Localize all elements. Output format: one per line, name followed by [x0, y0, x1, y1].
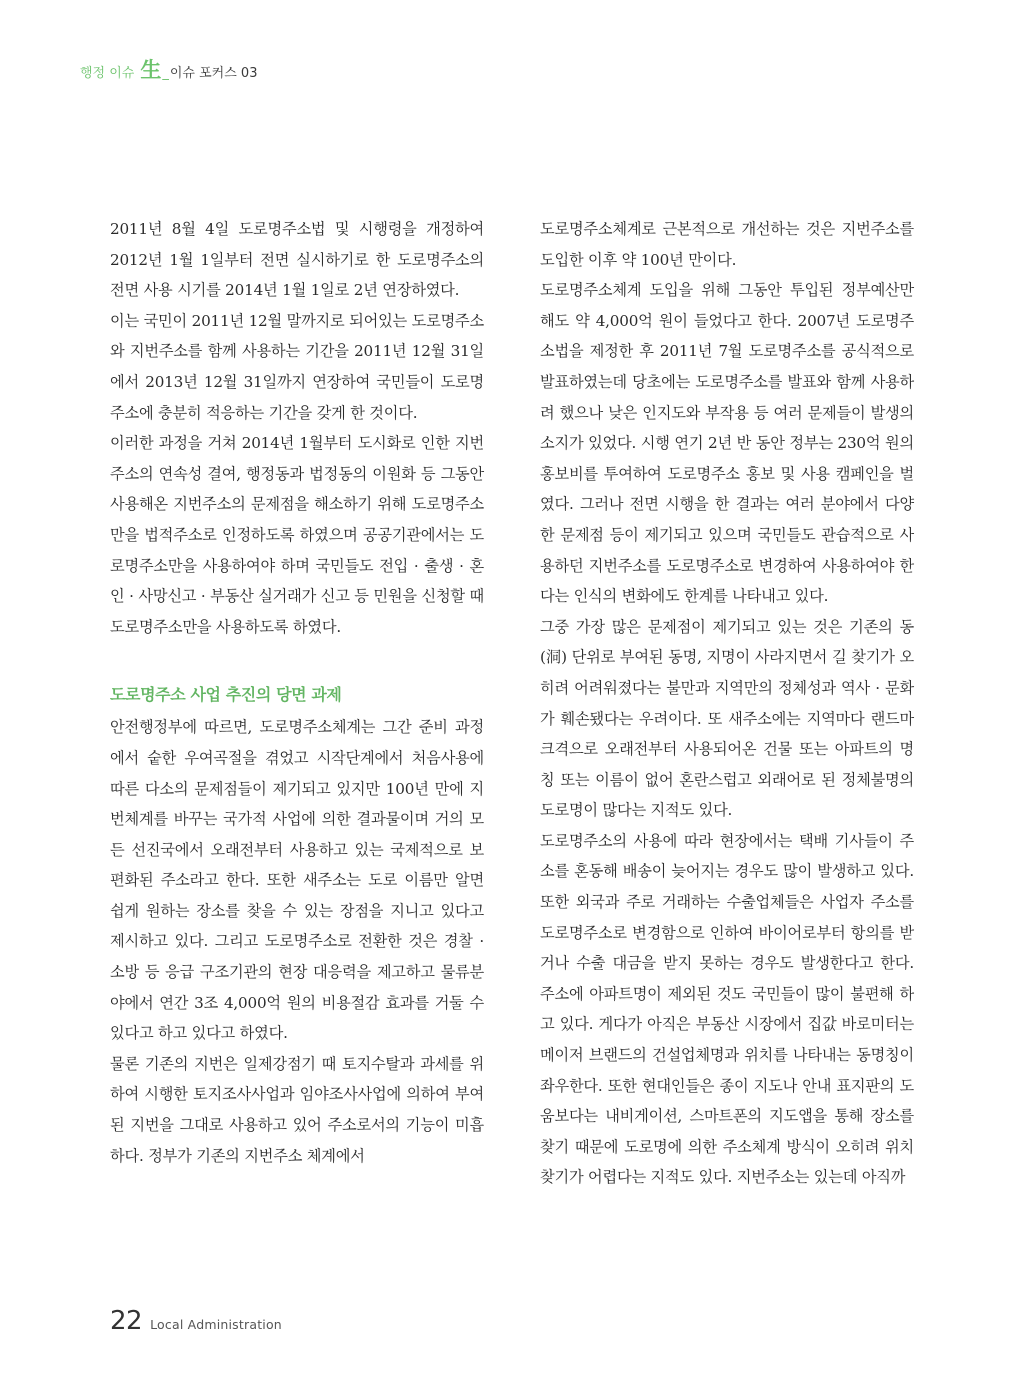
paragraph: 도로명주소체계로 근본적으로 개선하는 것은 지번주소를 도입한 이후 약 100년 만이다.	[540, 220, 914, 269]
page-number: 22	[110, 1306, 143, 1336]
running-header	[80, 54, 257, 82]
header-separator: _	[162, 66, 169, 81]
paragraph: 물론 기존의 지번은 일제강점기 때 토지수탈과 과세를 위하여 시행한 토지조사사업과 임야조사사업에 의하여 부여된 지번을 그대로 사용하고 있어 주소로서의 기능이 미흡하다. 정부가 기존의 지번주소 체계에서	[110, 1054, 484, 1165]
paragraph: 2011년 8월 4일 도로명주소법 및 시행령을 개정하여 2012년 1월 1일부터 전면 실시하기로 한 도로명주소의 전면 사용 시기를 2014년 1월 1일로 2년 연장하였다.	[110, 220, 484, 300]
section-heading: 도로명주소 사업 추진의 당면 과제	[110, 685, 342, 705]
publication-name: Local Administration	[150, 1317, 282, 1332]
header-subsection: 이슈 포커스 03	[169, 66, 258, 81]
header-section: 행정 이슈	[80, 66, 135, 81]
left-column	[110, 214, 484, 1171]
paragraph: 도로명주소의 사용에 따라 현장에서는 택배 기사들이 주소를 혼동해 배송이 늦어지는 경우도 많이 발생하고 있다. 또한 외국과 주로 거래하는 수출업체들은 사업자 주소를 도로명주소로 변경함으로 인하여 바이어로부터 항의를 받거나 수출 대금을 받지 못하는 경우도 발생한다고 한다. 주소에 아파트명이 제외된 것도 국민들이 많이 불편해 하고 있다. 게다가 아직은 부동산 시장에서 집값 바로미터는 메이저 브랜드의 건설업체명과 위치를 나타내는 동명칭이 좌우한다. 또한 현대인들은 종이 지도나 안내 표지판의 도움보다는 내비게이션, 스마트폰의 지도앱을 통해 장소를 찾기 때문에 도로명에 의한 주소체계 방식이 오히려 위치 찾기가 어렵다는 지적도 있다. 지번주소는 있는데 아직까	[540, 831, 914, 1187]
header-sang-character: 生	[140, 58, 162, 82]
page-footer	[110, 1306, 282, 1336]
paragraph: 그중 가장 많은 문제점이 제기되고 있는 것은 기존의 동(洞) 단위로 부여된 동명, 지명이 사라지면서 길 찾기가 오히려 어려워졌다는 불만과 지역만의 정체성과 역사 · 문화가 훼손됐다는 우려이다. 또 새주소에는 지역마다 랜드마크격으로 오래전부터 사용되어온 건물 또는 아파트의 명칭 또는 이름이 없어 혼란스럽고 외래어로 된 정체불명의 도로명이 많다는 지적도 있다.	[540, 617, 914, 820]
paragraph: 안전행정부에 따르면, 도로명주소체계는 그간 준비 과정에서 숱한 우여곡절을 겪었고 시작단계에서 처음사용에 따른 다소의 문제점들이 제기되고 있지만 100년 만에 지번체계를 바꾸는 국가적 사업에 의한 결과물이며 거의 모든 선진국에서 오래전부터 사용하고 있는 국제적으로 보편화된 주소라고 한다. 또한 새주소는 도로 이름만 알면 쉽게 원하는 장소를 찾을 수 있는 장점을 지니고 있다고 제시하고 있다. 그리고 도로명주소로 전환한 것은 경찰 · 소방 등 응급 구조기관의 현장 대응력을 제고하고 물류분야에서 연간 3조 4,000억 원의 비용절감 효과를 거둘 수 있다고 하고 있다고 하였다.	[110, 718, 484, 1043]
paragraph: 이러한 과정을 거쳐 2014년 1월부터 도시화로 인한 지번주소의 연속성 결여, 행정동과 법정동의 이원화 등 그동안 사용해온 지번주소의 문제점을 해소하기 위해 도로명주소만을 법적주소로 인정하도록 하였으며 공공기관에서는 도로명주소만을 사용하여야 하며 국민들도 전입 · 출생 · 혼인 · 사망신고 · 부동산 실거래가 신고 등 민원을 신청할 때 도로명주소만을 사용하도록 하였다.	[110, 434, 484, 636]
paragraph: 도로명주소체계 도입을 위해 그동안 투입된 정부예산만 해도 약 4,000억 원이 들었다고 한다. 2007년 도로명주소법을 제정한 후 2011년 7월 도로명주소를 공식적으로 발표하였는데 당초에는 도로명주소를 발표와 함께 사용하려 했으나 낮은 인지도와 부작용 등 여러 문제들이 발생의 소지가 있었다. 시행 연기 2년 반 동안 정부는 230억 원의 홍보비를 투여하여 도로명주소 홍보 및 사용 캠페인을 벌였다. 그러나 전면 시행을 한 결과는 여러 분야에서 다양한 문제점 등이 제기되고 있으며 국민들도 관습적으로 사용하던 지번주소를 도로명주소로 변경하여 사용하여야 한다는 인식의 변화에도 한계를 나타내고 있다.	[540, 281, 914, 606]
right-column	[540, 214, 914, 1193]
paragraph: 이는 국민이 2011년 12월 말까지로 되어있는 도로명주소와 지번주소를 함께 사용하는 기간을 2011년 12월 31일에서 2013년 12월 31일까지 연장하여 국민들이 도로명주소에 충분히 적응하는 기간을 갖게 한 것이다.	[110, 311, 484, 422]
